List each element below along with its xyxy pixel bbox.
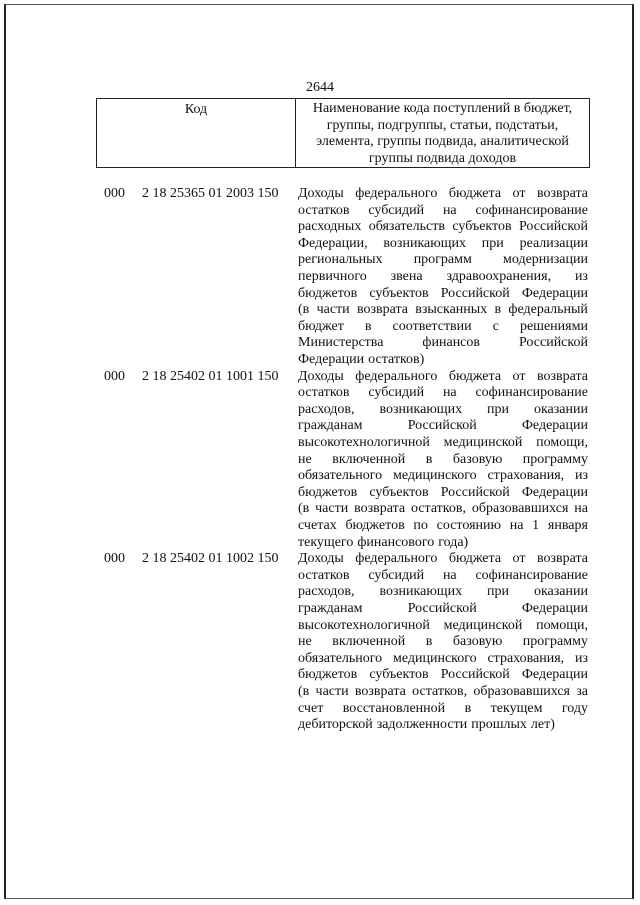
description-line: не включенной в базовую программу <box>298 451 588 467</box>
revenue-code: 2 18 25402 01 1001 150 <box>142 368 279 384</box>
revenue-code: 2 18 25365 01 2003 150 <box>142 186 279 201</box>
description-line: обязательного медицинского страхования, из <box>298 650 588 666</box>
description-line: гражданам Российской Федерации <box>298 418 588 434</box>
admin-code: 000 <box>104 186 125 201</box>
description-line: высокотехнологичной медицинской помощи, <box>298 617 588 633</box>
header-code-cell: Код <box>97 99 296 167</box>
revenue-description <box>298 551 588 734</box>
description-line: расходов, возникающих при оказании <box>298 401 588 417</box>
description-line: высокотехнологичной медицинской помощи, <box>298 434 588 450</box>
description-line: бюджетов субъектов Российской Федерации <box>298 667 588 683</box>
description-line: остатков субсидий на софинансирование <box>298 567 588 583</box>
description-line: бюджетов субъектов Российской Федерации <box>298 285 588 301</box>
description-line: Доходы федерального бюджета от возврата <box>298 551 588 567</box>
description-line: Министерства финансов Российской <box>298 335 588 351</box>
description-line: бюджет в соответствии с решениями <box>298 318 588 334</box>
description-line: бюджетов субъектов Российской Федерации <box>298 484 588 500</box>
description-line: Доходы федерального бюджета от возврата <box>298 186 588 201</box>
description-line: расходов, возникающих при оказании <box>298 584 588 600</box>
description-line: гражданам Российской Федерации <box>298 600 588 616</box>
description-line: Доходы федерального бюджета от возврата <box>298 368 588 384</box>
description-line: (в части возврата остатков, образовавшихся на <box>298 501 588 517</box>
description-line: дебиторской задолженности прошлых лет) <box>298 717 555 733</box>
description-line: расходных обязательств субъектов Российской <box>298 219 588 235</box>
description-line: (в части возврата остатков, образовавшихся за <box>298 683 588 699</box>
description-line: (в части возврата взысканных в федеральный <box>298 302 588 318</box>
description-line: не включенной в базовую программу <box>298 634 588 650</box>
header-name-line: группы подвида доходов <box>368 150 517 166</box>
description-line: остатков субсидий на софинансирование <box>298 202 588 218</box>
header-name-cell <box>296 99 589 167</box>
description-line: обязательного медицинского страхования, из <box>298 468 588 484</box>
table-header <box>96 98 590 168</box>
description-line: региональных программ модернизации <box>298 252 588 268</box>
header-name-line: Наименование кода поступлений в бюджет, <box>312 101 573 116</box>
page-number: 2644 <box>306 80 334 95</box>
header-name-line: группы, подгруппы, статьи, подстатьи, <box>326 117 559 133</box>
description-line: первичного звена здравоохранения, из <box>298 268 588 284</box>
description-line: счет восстановленной в текущем году <box>298 700 588 716</box>
description-line: Федерации остатков) <box>298 351 425 367</box>
revenue-description <box>298 369 588 552</box>
description-line: Федерации, возникающих при реализации <box>298 235 588 251</box>
description-line: остатков субсидий на софинансирование <box>298 385 588 401</box>
description-line: счетах бюджетов по состоянию на 1 января <box>298 517 588 533</box>
description-line: текущего финансового года) <box>298 534 469 550</box>
header-name-line: элемента, группы подвида, аналитической <box>316 134 569 149</box>
revenue-description <box>298 186 588 369</box>
admin-code: 000 <box>104 551 125 567</box>
admin-code: 000 <box>104 368 125 384</box>
revenue-code: 2 18 25402 01 1002 150 <box>142 551 279 567</box>
